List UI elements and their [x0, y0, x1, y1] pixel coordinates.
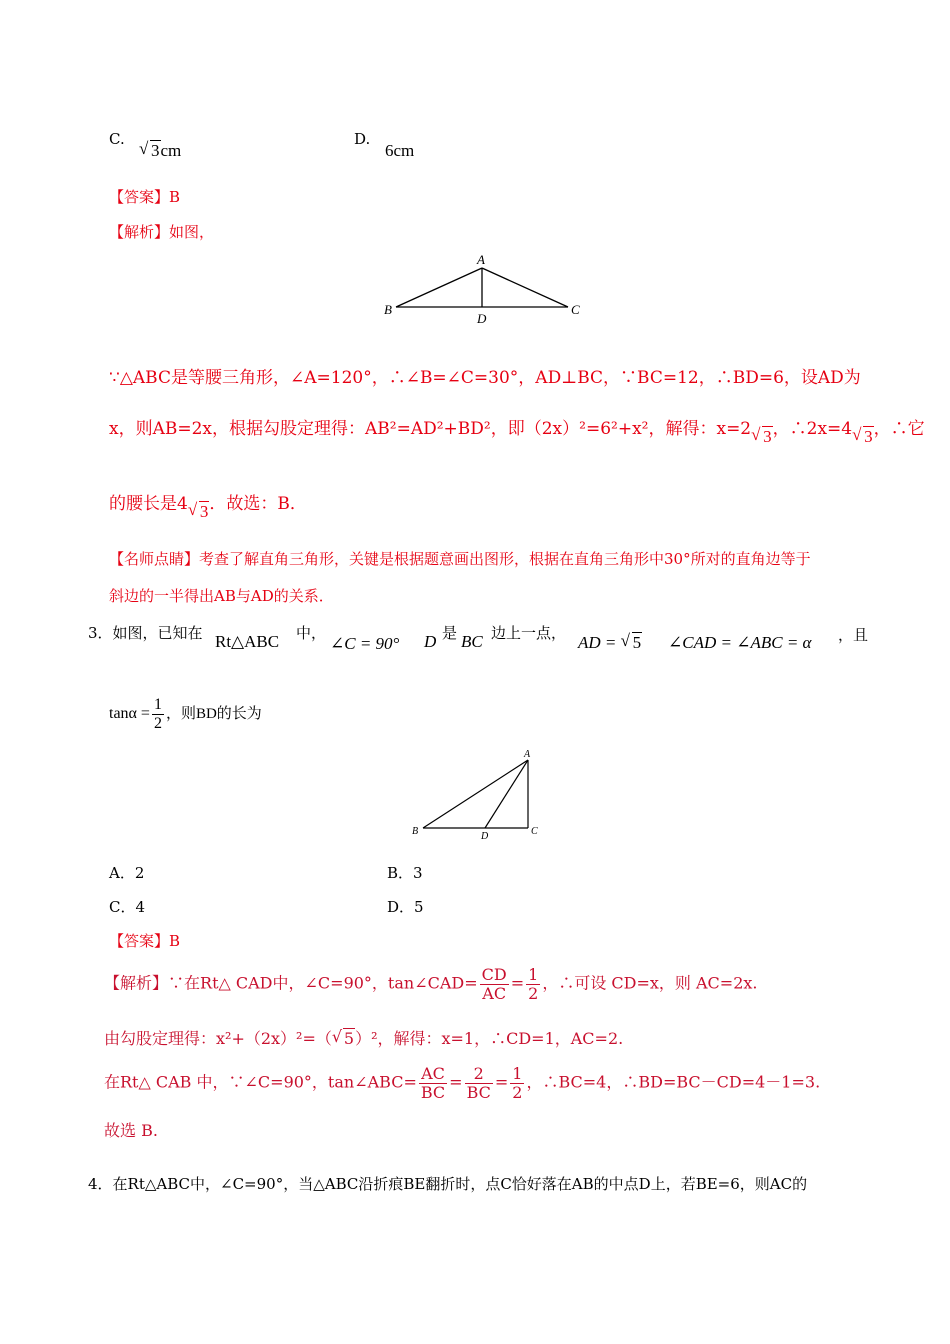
q3-angle-c: ∠C = 90°	[330, 634, 400, 653]
q3-solution-line2: 由勾股定理得：x²+（2x）²=（√ 5）²，解得：x=1，∴CD=1，AC=2.	[104, 1026, 623, 1049]
q3-side-ab	[423, 760, 528, 828]
q2-label-a: A	[477, 252, 485, 267]
q3-solution-line4: 故选 B.	[104, 1121, 158, 1140]
q3-option-b: B．3	[387, 864, 423, 882]
q3-stem-shi: 是	[442, 624, 458, 642]
q2-tip-line1: 【名师点睛】考查了解直角三角形，关键是根据题意画出图形，根据在直角三角形中30°所对的直角边等于	[109, 550, 811, 568]
option-d-label: D.	[354, 130, 371, 148]
q3-label-a: A	[524, 749, 531, 760]
q3-point-d: D	[424, 632, 437, 651]
q3-segment-ad	[485, 760, 528, 828]
q3-answer: 【答案】B	[109, 932, 181, 950]
q3-tan-condition: tanα = $\frac{1}{2}$ ，则BD的长为	[109, 696, 262, 732]
q3-ad-value: AD = √ 5	[578, 633, 642, 653]
q3-solution-line1: 【解析】∵在Rt△ CAD中，∠C=90°，tan∠CAD= $\frac{CD}{AC}$ = $\frac{1}{2}$ ，∴可设 CD=x，则 AC=2x.	[104, 965, 758, 1003]
q3-stem-edge: 边上一点，	[491, 624, 567, 642]
q3-bc: BC	[461, 632, 483, 651]
option-c-label: C.	[109, 130, 125, 148]
q2-analysis-heading: 【解析】如图，	[109, 223, 215, 241]
q2-solution-line1: ∵△ABC是等腰三角形，∠A=120°，∴∠B=∠C=30°，AD⊥BC，∵BC=12，∴BD=6，设AD为	[109, 368, 861, 388]
q3-label-d: D	[481, 831, 489, 842]
q3-rt-abc: Rt△ABC	[215, 632, 280, 651]
q3-label-c: C	[531, 826, 538, 837]
q2-side-ab	[396, 268, 482, 307]
q3-solution-line3: 在Rt△ CAB 中，∵∠C=90°，tan∠ABC= $\frac{AC}{BC}$ = $\frac{2}{BC}$ = $\frac{1}{2}$ ，∴BC=4，∴BD=BC－CD=4－1=3.	[104, 1064, 821, 1102]
q3-stem-end: ，且	[838, 626, 869, 644]
q4-stem: 4．在Rt△ABC中，∠C=90°，当△ABC沿折痕BE翻折时，点C恰好落在AB的中点D上，若BE=6，则AC的	[88, 1175, 808, 1193]
q2-label-d: D	[477, 311, 487, 326]
q2-solution-line2: x，则AB=2x，根据勾股定理得：AB²=AD²+BD²，即（2x）²=6²+x²，解得：x=2√ 3，∴2x=4√ 3，∴它	[109, 414, 925, 439]
q2-label-c: C	[571, 302, 580, 317]
q3-label-b: B	[412, 826, 419, 837]
q3-stem-zhong: 中，	[296, 624, 327, 642]
option-c-value: √ 3cm	[139, 141, 181, 161]
q3-option-d: D．5	[387, 898, 424, 916]
q3-stem: 3．如图，已知在	[88, 624, 203, 642]
q2-tip-line2: 斜边的一半得出AB与AD的关系．	[109, 587, 334, 605]
q2-label-b: B	[384, 302, 392, 317]
option-d-value: 6cm	[385, 141, 415, 160]
q2-triangle-figure	[378, 248, 588, 328]
q2-solution-line3: 的腰长是4√ 3．故选：B．	[109, 489, 307, 514]
q3-option-a: A．2	[109, 864, 145, 882]
q3-option-c: C．4	[109, 898, 146, 916]
q2-answer: 【答案】B	[109, 188, 181, 206]
q2-side-ac	[482, 268, 568, 307]
q3-angle-relation: ∠CAD = ∠ABC = α	[668, 633, 812, 652]
q3-triangle-figure	[405, 745, 555, 845]
